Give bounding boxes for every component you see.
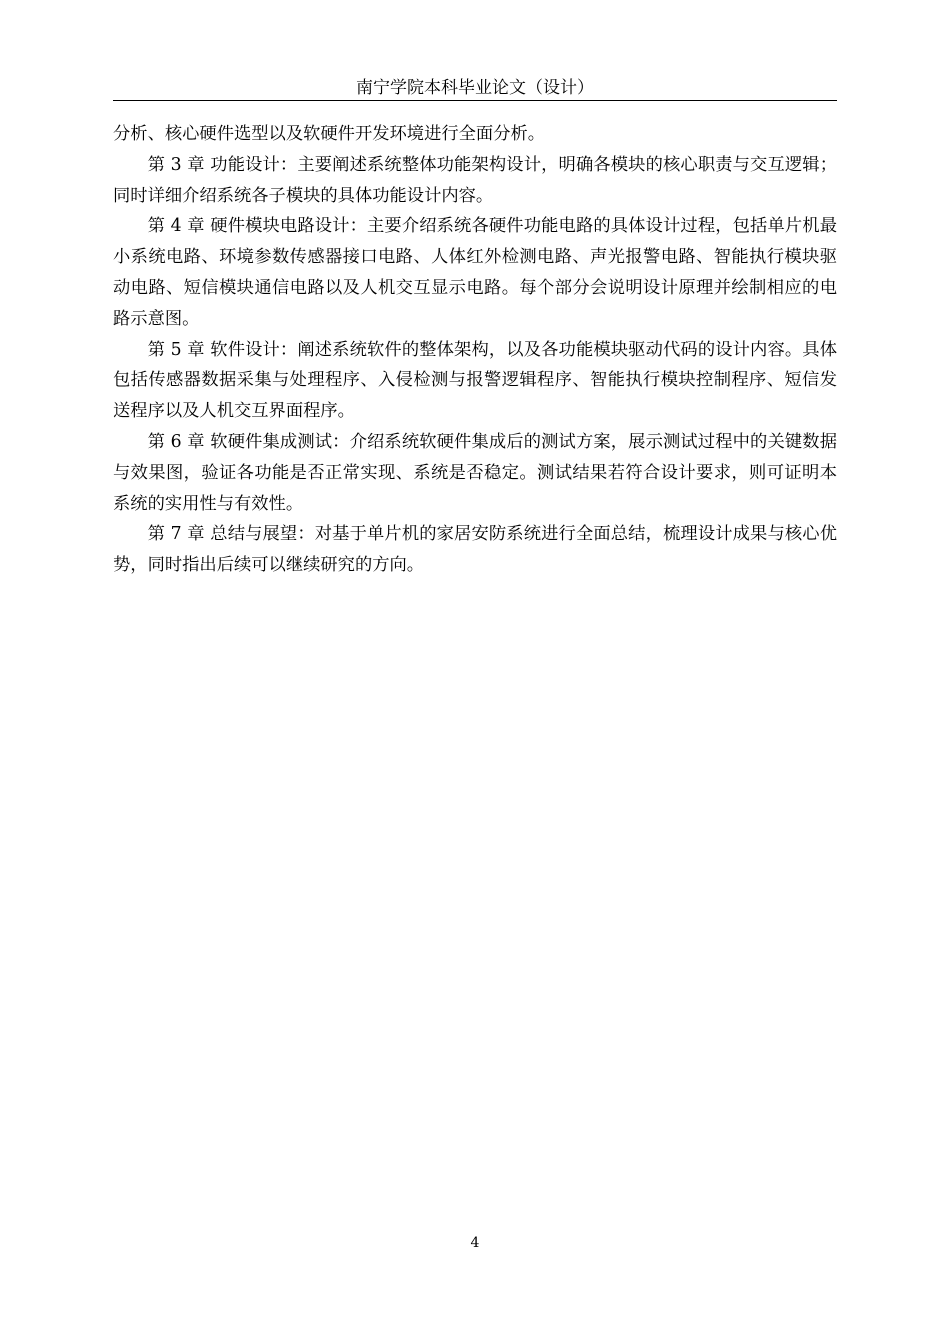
paragraph-chapter-7: 第 7 章 总结与展望：对基于单片机的家居安防系统进行全面总结，梳理设计成果与核心优势，同时指出后续可以继续研究的方向。: [113, 524, 837, 576]
page-header-title: 南宁学院本科毕业论文（设计）: [356, 78, 594, 98]
body-text: [113, 119, 837, 581]
paragraph-chapter-6: 第 6 章 软硬件集成测试：介绍系统软硬件集成后的测试方案，展示测试过程中的关键数据与效果图，验证各功能是否正常实现、系统是否稳定。测试结果若符合设计要求，则可证明本系统的实用性与有效性。: [113, 431, 837, 514]
paragraph-chapter-5: 第 5 章 软件设计：阐述系统软件的整体架构，以及各功能模块驱动代码的设计内容。具体包括传感器数据采集与处理程序、入侵检测与报警逻辑程序、智能执行模块控制程序、短信发送程序以及人机交互界面程序。: [113, 339, 837, 422]
paragraph-chapter-4: 第 4 章 硬件模块电路设计：主要介绍系统各硬件功能电路的具体设计过程，包括单片机最小系统电路、环境参数传感器接口电路、人体红外检测电路、声光报警电路、智能执行模块驱动电路、短信模块通信电路以及人机交互显示电路。每个部分会说明设计原理并绘制相应的电路示意图。: [113, 216, 837, 329]
paragraph-continuation: 分析、核心硬件选型以及软硬件开发环境进行全面分析。: [113, 124, 546, 144]
page-number: 4: [470, 1235, 480, 1251]
paragraph-chapter-3: 第 3 章 功能设计：主要阐述系统整体功能架构设计，明确各模块的核心职责与交互逻辑；同时详细介绍系统各子模块的具体功能设计内容。: [113, 154, 837, 206]
header-divider: [113, 100, 837, 101]
